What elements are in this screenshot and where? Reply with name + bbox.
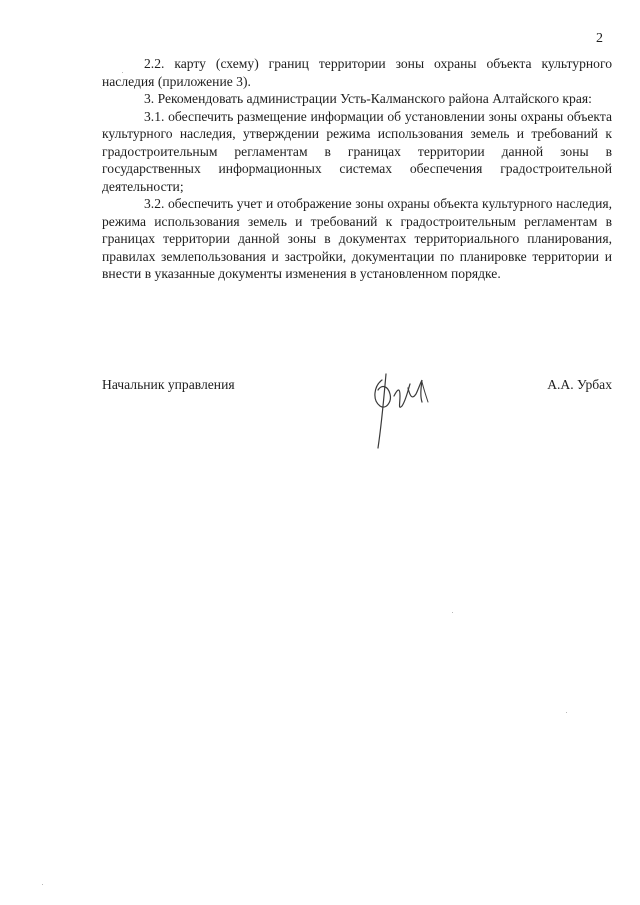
paragraph-3-1: 3.1. обеспечить размещение информации об установлении зоны охраны объекта культурного наследия, утверждении режима использования земель и требований к градостроительным регламентам в границах территории данной зоны в государственных информационных системах обеспечения градостроительной деятельности; — [102, 108, 612, 194]
paragraph-3: 3. Рекомендовать администрации Усть-Калманского района Алтайского края: — [144, 91, 592, 106]
scan-speck — [122, 72, 123, 73]
scan-speck — [42, 884, 43, 885]
signatory-name: А.А. Урбах — [547, 377, 612, 392]
paragraph-2-2: 2.2. карту (схему) границ территории зоны охраны объекта культурного наследия (приложение 3). — [102, 56, 612, 89]
handwritten-signature — [364, 366, 434, 452]
signature-block — [102, 366, 612, 456]
scan-speck — [566, 712, 567, 713]
document-body — [102, 55, 612, 283]
page-number: 2 — [596, 31, 603, 46]
signatory-title: Начальник управления — [102, 377, 235, 392]
scan-speck — [452, 612, 453, 613]
paragraph-3-2: 3.2. обеспечить учет и отображение зоны охраны объекта культурного наследия, режима использования земель и требований к градостроительным регламентам в границах территории данной зоны в документах территориального планирования, правилах землепользования и застройки, документации по планировке территории и внести в указанные документы изменения в установленном порядке. — [102, 196, 612, 281]
